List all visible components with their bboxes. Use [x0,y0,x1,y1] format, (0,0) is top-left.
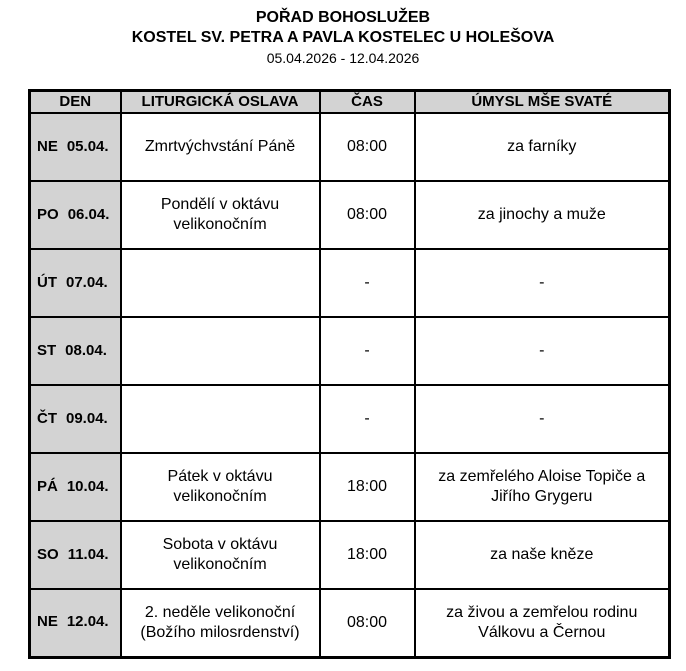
title-block [0,8,686,69]
time-cell: - [320,317,415,385]
celebration-cell: Zmrtvýchvstání Páně [121,113,320,181]
day-cell [30,317,121,385]
column-header-liturgicka-oslava: LITURGICKÁ OSLAVA [121,91,320,114]
table-row [30,453,670,521]
intention-cell: za farníky [415,113,670,181]
intention-cell: za živou a zemřelou rodinu Válkovu a Černou [415,589,670,657]
celebration-cell: 2. neděle velikonoční (Božího milosrdenství) [121,589,320,657]
day-date: 08.04. [65,341,107,359]
celebration-cell: Pondělí v oktávu velikonočním [121,181,320,249]
day-cell [30,181,121,249]
time-cell: - [320,385,415,453]
table-row [30,113,670,181]
intention-cell: za zemřelého Aloise Topiče a Jiřího Grygeru [415,453,670,521]
day-cell [30,521,121,589]
day-abbrev: ČT [37,409,57,427]
celebration-cell [121,317,320,385]
intention-cell: za naše kněze [415,521,670,589]
table-row [30,317,670,385]
intention-cell: za jinochy a muže [415,181,670,249]
day-cell [30,113,121,181]
column-header-umysl-mse-svate: ÚMYSL MŠE SVATÉ [415,91,670,114]
header-row [30,91,670,114]
day-cell [30,385,121,453]
table-row [30,385,670,453]
day-abbrev: PO [37,205,59,223]
table-row [30,181,670,249]
intention-cell: - [415,317,670,385]
table-row [30,249,670,317]
intention-cell: - [415,249,670,317]
time-cell: 08:00 [320,181,415,249]
day-date: 10.04. [66,477,109,495]
day-date: 11.04. [67,545,109,563]
date-range: 05.04.2026 - 12.04.2026 [266,50,420,66]
schedule-table [28,89,671,659]
page-subtitle: KOSTEL SV. PETRA A PAVLA KOSTELEC U HOLEŠOVA [131,29,555,46]
celebration-cell: Pátek v oktávu velikonočním [121,453,320,521]
day-date: 06.04. [67,205,110,223]
column-header-den: DEN [30,91,121,114]
day-abbrev: SO [37,545,59,563]
celebration-cell: Sobota v oktávu velikonočním [121,521,320,589]
day-abbrev: ST [37,341,57,359]
table-row [30,521,670,589]
day-date: 09.04. [66,409,108,427]
day-cell [30,453,121,521]
page-title: POŘAD BOHOSLUŽEB [255,9,431,26]
time-cell: 08:00 [320,589,415,657]
celebration-cell [121,249,320,317]
time-cell: 18:00 [320,453,415,521]
intention-cell: - [415,385,670,453]
day-date: 05.04. [66,137,109,155]
day-abbrev: NE [37,613,58,631]
day-cell [30,249,121,317]
time-cell: 18:00 [320,521,415,589]
time-cell: - [320,249,415,317]
day-cell [30,589,121,657]
day-abbrev: ÚT [37,273,57,291]
day-abbrev: NE [37,137,58,155]
column-header-cas: ČAS [320,91,415,114]
day-date: 07.04. [66,273,108,291]
time-cell: 08:00 [320,113,415,181]
table-row [30,589,670,657]
day-abbrev: PÁ [37,477,58,495]
day-date: 12.04. [66,613,109,631]
celebration-cell [121,385,320,453]
